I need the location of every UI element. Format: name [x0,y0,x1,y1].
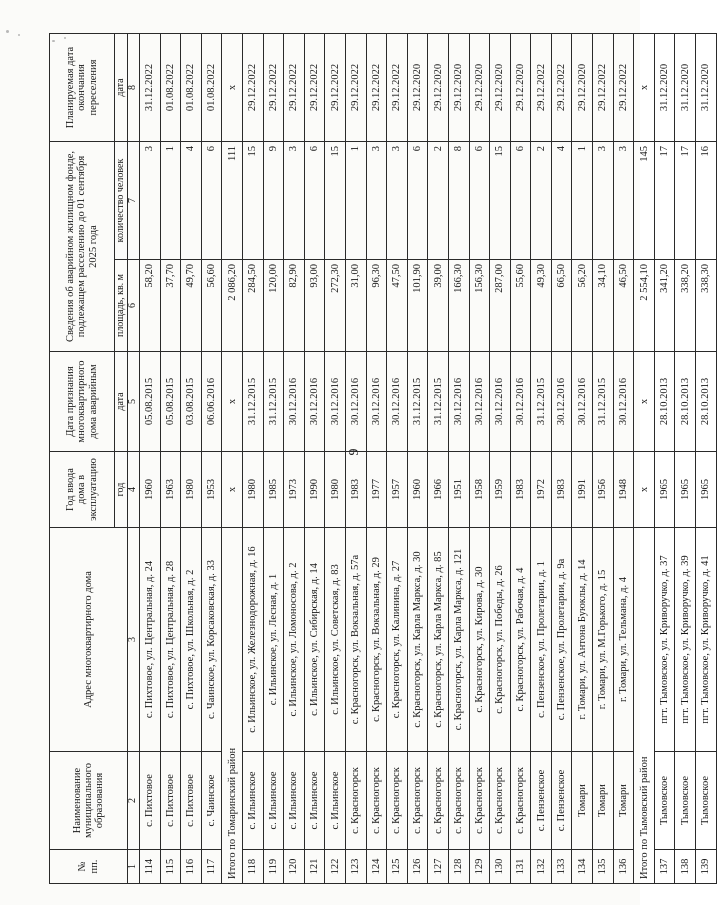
cell-planned-date: 29.12.2022 [325,34,346,142]
column-index: 4 [128,452,140,528]
table-row [242,34,263,884]
cell-emergency-date: 30.12.2016 [304,352,325,452]
cell-address: с. Красногорск, ул. Вокзальная, д. 57а [345,528,366,752]
cell-emergency-date: 31.12.2015 [531,352,552,452]
cell-number: 124 [366,850,387,884]
page-number: 9 [347,448,362,456]
table-row [181,34,202,884]
cell-area: 49,70 [181,260,202,352]
cell-year: 1951 [448,452,469,528]
cell-people: 3 [366,142,387,260]
cell-year: 1985 [263,452,284,528]
cell-address: с. Красногорск, ул. Карла Маркса, д. 85 [428,528,449,752]
cell-emergency-date: 28.10.2013 [696,352,717,452]
cell-year: x [222,452,243,528]
cell-address: г. Томари, ул. Тельмана, д. 4 [613,528,634,752]
cell-people: 9 [263,142,284,260]
table-row [284,34,305,884]
cell-municipality: Томари [572,752,593,850]
cell-emergency-date: 28.10.2013 [675,352,696,452]
cell-year: 1957 [387,452,408,528]
cell-municipality: Томари [613,752,634,850]
cell-people: 15 [325,142,346,260]
cell-address: с. Пензенское, ул. Пролетарии, д. 1 [531,528,552,752]
cell-people: 3 [613,142,634,260]
cell-year: 1991 [572,452,593,528]
cell-municipality: с. Красногорск [345,752,366,850]
cell-emergency-date: x [222,352,243,452]
cell-people: 6 [510,142,531,260]
cell-municipality: с. Ильинское [263,752,284,850]
header-address: Адрес многоквартирного дома [50,528,128,752]
cell-municipality: с. Ильинское [242,752,263,850]
cell-area: 66,50 [551,260,572,352]
cell-planned-date: 01.08.2022 [201,34,222,142]
cell-people: 4 [551,142,572,260]
cell-year: 1980 [242,452,263,528]
table-row [407,34,428,884]
cell-emergency-date: 30.12.2016 [387,352,408,452]
cell-address: с. Ильинское, ул. Советская, д. 83 [325,528,346,752]
cell-people: 1 [345,142,366,260]
cell-area: 338,30 [696,260,717,352]
cell-address: с. Красногорск, ул. Калинина, д. 27 [387,528,408,752]
cell-number: 131 [510,850,531,884]
total-row [634,34,655,884]
table-row [572,34,593,884]
cell-area: 82,90 [284,260,305,352]
cell-year: 1959 [490,452,511,528]
cell-planned-date: 29.12.2022 [531,34,552,142]
cell-area: 272,30 [325,260,346,352]
cell-address: пгт. Тымовское, ул. Криворучко, д. 37 [654,528,675,752]
cell-people: 16 [696,142,717,260]
cell-people: 6 [304,142,325,260]
header-municipality: Наименование муниципального образования [50,752,128,850]
cell-planned-date: 29.12.2022 [613,34,634,142]
cell-area: 101,90 [407,260,428,352]
housing-table-container [49,34,712,884]
cell-municipality: с. Пихтовое [181,752,202,850]
table-row [160,34,181,884]
cell-area: 47,50 [387,260,408,352]
column-index: 6 [128,260,140,352]
subheader-people: количество человек [115,142,128,260]
subheader-area: площадь, кв. м [115,260,128,352]
cell-people: 1 [572,142,593,260]
cell-number: 126 [407,850,428,884]
total-row [222,34,243,884]
table-row [675,34,696,884]
cell-year: 1977 [366,452,387,528]
table-row [593,34,614,884]
cell-number: 129 [469,850,490,884]
cell-municipality: с. Красногорск [469,752,490,850]
cell-people: 6 [469,142,490,260]
cell-area: 287,00 [490,260,511,352]
table-row [613,34,634,884]
cell-number: 119 [263,850,284,884]
cell-number: 127 [428,850,449,884]
cell-planned-date: 29.12.2022 [387,34,408,142]
table-row [510,34,531,884]
cell-emergency-date: 30.12.2016 [490,352,511,452]
scan-speck [6,30,9,33]
cell-area: 49,30 [531,260,552,352]
cell-year: 1960 [140,452,161,528]
cell-year: 1966 [428,452,449,528]
cell-year: 1990 [304,452,325,528]
cell-year: 1980 [325,452,346,528]
cell-address: с. Чаинское, ул. Корсаковская, д. 33 [201,528,222,752]
cell-address: с. Ильинское, ул. Сибирская, д. 14 [304,528,325,752]
cell-year: 1972 [531,452,552,528]
table-row [448,34,469,884]
cell-planned-date: 31.12.2020 [675,34,696,142]
cell-year: 1965 [696,452,717,528]
cell-planned-date: 29.12.2022 [304,34,325,142]
cell-people: 1 [160,142,181,260]
cell-number: 122 [325,850,346,884]
cell-planned-date: 29.12.2022 [284,34,305,142]
cell-address: с. Красногорск, ул. Карла Маркса, д. 121 [448,528,469,752]
cell-emergency-date: 03.08.2015 [181,352,202,452]
header-housing-info: Сведения об аварийном жилищном фонде, подлежащем расселению до 01 сентября 2025 года [50,142,115,352]
cell-emergency-date: 05.08.2015 [140,352,161,452]
cell-municipality: Тымовское [696,752,717,850]
cell-address: г. Томари, ул. М.Горького, д. 15 [593,528,614,752]
cell-area: 2 086,20 [222,260,243,352]
cell-number: 135 [593,850,614,884]
cell-area: 2 554,10 [634,260,655,352]
cell-people: 3 [140,142,161,260]
cell-year: 1983 [345,452,366,528]
cell-municipality: с. Красногорск [428,752,449,850]
table-row [201,34,222,884]
cell-year: 1956 [593,452,614,528]
cell-number: 134 [572,850,593,884]
cell-emergency-date: 30.12.2016 [284,352,305,452]
total-label: Итого по Тымовский район [634,528,655,884]
cell-municipality: с. Пензенское [531,752,552,850]
cell-number: 138 [675,850,696,884]
cell-emergency-date: 30.12.2016 [469,352,490,452]
cell-planned-date: 31.12.2022 [140,34,161,142]
cell-number: 123 [345,850,366,884]
cell-municipality: Тымовское [675,752,696,850]
cell-number: 133 [551,850,572,884]
cell-number: 139 [696,850,717,884]
cell-planned-date: 01.08.2022 [181,34,202,142]
cell-area: 55,60 [510,260,531,352]
table-row [304,34,325,884]
cell-planned-date: 29.12.2020 [510,34,531,142]
cell-year: x [634,452,655,528]
cell-address: с. Ильинское, ул. Ломоносова, д. 2 [284,528,305,752]
cell-emergency-date: 06.06.2016 [201,352,222,452]
cell-planned-date: 29.12.2022 [366,34,387,142]
cell-address: с. Красногорск, ул. Победы, д. 26 [490,528,511,752]
cell-area: 34,10 [593,260,614,352]
table-body [140,34,717,884]
cell-year: 1980 [181,452,202,528]
cell-municipality: с. Красногорск [490,752,511,850]
cell-emergency-date: 30.12.2016 [345,352,366,452]
table-row [531,34,552,884]
cell-people: 2 [428,142,449,260]
cell-number: 136 [613,850,634,884]
cell-planned-date: 29.12.2020 [572,34,593,142]
cell-people: 3 [387,142,408,260]
cell-number: 128 [448,850,469,884]
cell-planned-date: x [222,34,243,142]
total-label: Итого по Томаринский район [222,528,243,884]
table-row [345,34,366,884]
cell-emergency-date: 05.08.2015 [160,352,181,452]
cell-planned-date: 29.12.2022 [242,34,263,142]
cell-year: 1953 [201,452,222,528]
cell-year: 1960 [407,452,428,528]
cell-people: 6 [201,142,222,260]
cell-emergency-date: 31.12.2015 [263,352,284,452]
cell-area: 56,20 [572,260,593,352]
cell-planned-date: 29.12.2022 [551,34,572,142]
cell-planned-date: 29.12.2020 [407,34,428,142]
cell-planned-date: 31.12.2020 [654,34,675,142]
cell-planned-date: 29.12.2020 [428,34,449,142]
table-row [140,34,161,884]
cell-area: 120,00 [263,260,284,352]
cell-emergency-date: 31.12.2015 [242,352,263,452]
cell-address: пгт. Тымовское, ул. Криворучко, д. 39 [675,528,696,752]
cell-area: 156,30 [469,260,490,352]
column-index: 5 [128,352,140,452]
cell-number: 118 [242,850,263,884]
cell-number: 125 [387,850,408,884]
cell-emergency-date: 28.10.2013 [654,352,675,452]
cell-people: 6 [407,142,428,260]
cell-planned-date: 29.12.2020 [469,34,490,142]
cell-area: 338,20 [675,260,696,352]
cell-people: 2 [531,142,552,260]
table-row [490,34,511,884]
cell-emergency-date: x [634,352,655,452]
cell-year: 1948 [613,452,634,528]
column-index: 8 [128,34,140,142]
cell-number: 117 [201,850,222,884]
cell-planned-date: x [634,34,655,142]
cell-address: с. Пихтовое, ул. Центральная, д. 24 [140,528,161,752]
table-row [551,34,572,884]
cell-address: с. Красногорск, ул. Вокзальная, д. 29 [366,528,387,752]
cell-area: 96,30 [366,260,387,352]
cell-emergency-date: 30.12.2016 [551,352,572,452]
table-row [366,34,387,884]
cell-people: 17 [654,142,675,260]
column-index: 2 [128,752,140,850]
cell-emergency-date: 30.12.2016 [572,352,593,452]
cell-people: 3 [593,142,614,260]
cell-emergency-date: 31.12.2015 [407,352,428,452]
cell-area: 284,50 [242,260,263,352]
cell-year: 1983 [551,452,572,528]
cell-municipality: с. Ильинское [284,752,305,850]
cell-people: 8 [448,142,469,260]
cell-year: 1973 [284,452,305,528]
cell-address: с. Пензенское, ул. Пролетарии, д. 9а [551,528,572,752]
cell-address: с. Ильинское, ул. Лесная, д. 1 [263,528,284,752]
cell-municipality: Томари [593,752,614,850]
table-row [325,34,346,884]
column-index: 7 [128,142,140,260]
cell-municipality: с. Пензенское [551,752,572,850]
cell-municipality: с. Красногорск [366,752,387,850]
subheader-year: год [115,452,128,528]
column-index: 1 [128,850,140,884]
cell-emergency-date: 31.12.2015 [593,352,614,452]
cell-address: с. Пихтовое, ул. Школьная, д. 2 [181,528,202,752]
header-year: Год ввода дома в эксплуатацию [50,452,115,528]
table-row [387,34,408,884]
cell-emergency-date: 30.12.2016 [448,352,469,452]
cell-municipality: с. Ильинское [325,752,346,850]
cell-planned-date: 29.12.2022 [593,34,614,142]
cell-emergency-date: 31.12.2015 [428,352,449,452]
cell-planned-date: 31.12.2020 [696,34,717,142]
cell-area: 166,30 [448,260,469,352]
cell-number: 120 [284,850,305,884]
scan-speck [18,34,20,36]
cell-area: 46,50 [613,260,634,352]
cell-area: 341,20 [654,260,675,352]
housing-relocation-table [49,33,717,884]
table-row [263,34,284,884]
cell-area: 37,70 [160,260,181,352]
cell-address: пгт. Тымовское, ул. Криворучко, д. 41 [696,528,717,752]
cell-number: 116 [181,850,202,884]
table-row [428,34,449,884]
header-emergency-date: Дата признания многоквартирного дома аварийным [50,352,115,452]
cell-municipality: с. Красногорск [510,752,531,850]
cell-people: 15 [242,142,263,260]
cell-planned-date: 01.08.2022 [160,34,181,142]
cell-municipality: Тымовское [654,752,675,850]
cell-address: с. Красногорск, ул. Рабочая, д. 4 [510,528,531,752]
cell-municipality: с. Пихтовое [140,752,161,850]
cell-area: 56,60 [201,260,222,352]
cell-people: 15 [490,142,511,260]
cell-number: 121 [304,850,325,884]
column-index: 3 [128,528,140,752]
cell-planned-date: 29.12.2020 [448,34,469,142]
cell-year: 1963 [160,452,181,528]
cell-address: с. Пихтовое, ул. Центральная, д. 28 [160,528,181,752]
cell-number: 115 [160,850,181,884]
table-row [654,34,675,884]
cell-people: 111 [222,142,243,260]
cell-planned-date: 29.12.2022 [263,34,284,142]
cell-municipality: с. Красногорск [407,752,428,850]
cell-year: 1983 [510,452,531,528]
cell-address: с. Красногорск, ул. Кирова, д. 30 [469,528,490,752]
cell-number: 137 [654,850,675,884]
header-planned-date: Планируемая дата окончания переселения [50,34,115,142]
table-row [696,34,717,884]
table-row [469,34,490,884]
subheader-date: дата [115,352,128,452]
cell-planned-date: 29.12.2022 [345,34,366,142]
cell-address: г. Томари, ул. Антона Буюклы, д. 14 [572,528,593,752]
cell-number: 132 [531,850,552,884]
cell-municipality: с. Пихтовое [160,752,181,850]
cell-number: 130 [490,850,511,884]
cell-emergency-date: 30.12.2016 [366,352,387,452]
cell-emergency-date: 30.12.2016 [325,352,346,452]
cell-year: 1965 [675,452,696,528]
cell-emergency-date: 30.12.2016 [613,352,634,452]
cell-year: 1965 [654,452,675,528]
cell-people: 3 [284,142,305,260]
subheader-plan-date: дата [115,34,128,142]
header-number: № пп. [50,850,128,884]
cell-area: 31,00 [345,260,366,352]
cell-area: 93,00 [304,260,325,352]
cell-planned-date: 29.12.2020 [490,34,511,142]
cell-emergency-date: 30.12.2016 [510,352,531,452]
cell-year: 1958 [469,452,490,528]
cell-people: 17 [675,142,696,260]
cell-municipality: с. Чаинское [201,752,222,850]
cell-address: с. Ильинское, ул. Железнодорожная, д. 16 [242,528,263,752]
cell-area: 39,00 [428,260,449,352]
cell-people: 4 [181,142,202,260]
cell-address: с. Красногорск, ул. Карла Маркса, д. 30 [407,528,428,752]
cell-municipality: с. Ильинское [304,752,325,850]
cell-number: 114 [140,850,161,884]
cell-people: 145 [634,142,655,260]
cell-municipality: с. Красногорск [448,752,469,850]
cell-municipality: с. Красногорск [387,752,408,850]
cell-area: 58,20 [140,260,161,352]
